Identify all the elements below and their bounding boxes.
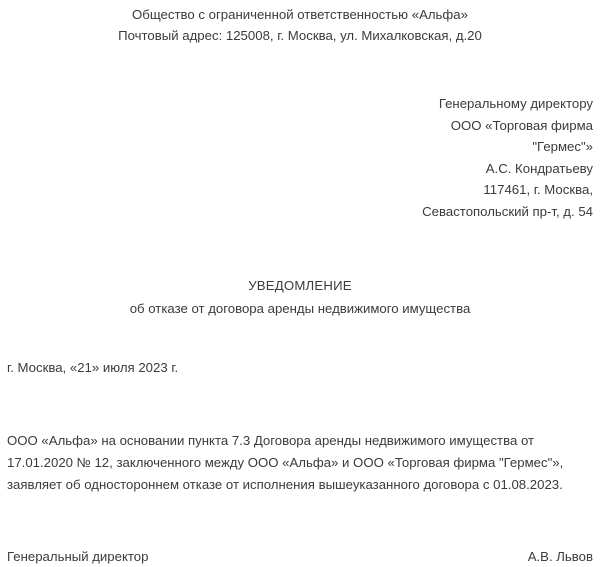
letterhead-postal-address: Почтовый адрес: 125008, г. Москва, ул. Михалковская, д.20: [118, 28, 482, 43]
letterhead: [7, 0, 593, 46]
letterhead-company-name: Общество с ограниченной ответственностью «Альфа»: [132, 7, 468, 22]
addressee-person-name: А.С. Кондратьеву: [485, 160, 593, 176]
addressee-address-line-2: Севастопольский пр-т, д. 54: [422, 203, 593, 219]
document-title: УВЕДОМЛЕНИЕ: [248, 278, 352, 293]
document-body: [7, 430, 593, 497]
document-subtitle: об отказе от договора аренды недвижимого имущества: [129, 301, 471, 316]
addressee-address-line-1: 117461, г. Москва,: [483, 182, 593, 197]
body-line-2: 17.01.2020 № 12, заключенного между ООО «Альфа» и ООО «Торговая фирма "Гермес"»,: [7, 455, 564, 471]
addressee-block: [7, 93, 593, 222]
title-block: [7, 275, 593, 319]
addressee-organization-line-2: "Гермес"»: [532, 139, 593, 154]
body-line-1: ООО «Альфа» на основании пункта 7.3 Договора аренды недвижимого имущества от: [7, 433, 535, 448]
place-and-date-line: г. Москва, «21» июля 2023 г.: [7, 360, 179, 375]
signatory-name: А.В. Львов: [527, 548, 593, 564]
body-line-3: заявляет об одностороннем отказе от исполнения вышеуказанного договора с 01.08.2023.: [7, 477, 563, 493]
signature-block: [7, 546, 593, 567]
addressee-recipient-position: Генеральному директору: [438, 96, 593, 111]
signatory-role: Генеральный директор: [7, 548, 149, 564]
addressee-organization-line-1: ООО «Торговая фирма: [450, 117, 593, 133]
